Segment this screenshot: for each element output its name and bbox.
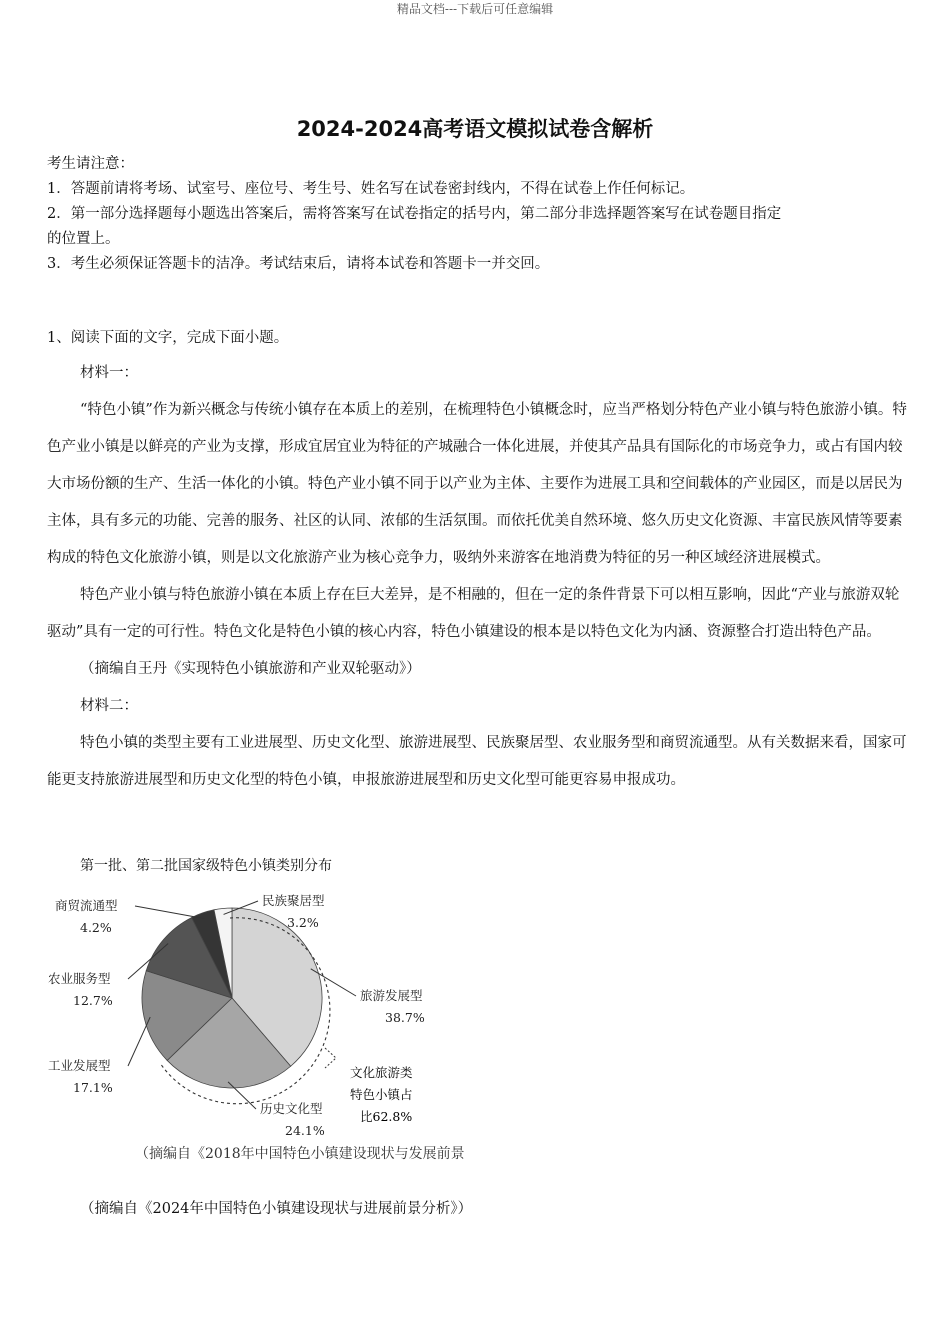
chart-source-caption: （摘编自《2018年中国特色小镇建设现状与发展前景 [135, 1146, 465, 1162]
material-two-label: 材料二： [80, 698, 138, 714]
pie-slice-name: 历史文化型 [260, 1101, 323, 1116]
page-header-note: 精品文档---下载后可任意编辑 [396, 2, 554, 16]
material-two-source: （摘编自《2024年中国特色小镇建设现状与进展前景分析》） [80, 1201, 473, 1217]
pie-slice-value: 3.2% [287, 915, 319, 930]
pie-slice-name: 农业服务型 [48, 971, 111, 986]
material-one-paragraph-2: 特色产业小镇与特色旅游小镇在本质上存在巨大差异，是不相融的，但在一定的条件背景下可以相互影响，因此“产业与旅游双轮驱动”具有一定的可行性。特色文化是特色小镇的核心内容，特色小镇建设的根本是以特色文化为内涵、资源整合打造出特色产品。 [47, 587, 900, 640]
exam-notice [47, 152, 907, 277]
annotation-line-3: 比62.8% [360, 1109, 413, 1124]
pie-slice-value: 24.1% [285, 1123, 325, 1138]
pie-leader-line [128, 1017, 150, 1066]
reading-passage [47, 355, 907, 799]
material-one-label: 材料一： [80, 365, 138, 381]
page-title: 2024-2024高考语文模拟试卷含解析 [296, 117, 654, 141]
pie-slice-name: 民族聚居型 [262, 893, 325, 908]
material-two-paragraph: 特色小镇的类型主要有工业进展型、历史文化型、旅游进展型、民族聚居型、农业服务型和商贸流通型。从有关数据来看，国家可能更支持旅游进展型和历史文化型的特色小镇，申报旅游进展型和历史文化型可能更容易申报成功。 [47, 735, 907, 788]
notice-item: 1．答题前请将考场、试室号、座位号、考生号、姓名写在试卷密封线内，不得在试卷上作任何标记。 [47, 181, 695, 197]
material-one-source: （摘编自王丹《实现特色小镇旅游和产业双轮驱动》） [80, 661, 421, 677]
notice-item: 3．考生必须保证答题卡的洁净。考试结束后，请将本试卷和答题卡一并交回。 [47, 256, 550, 272]
annotation-line-1: 文化旅游类 [350, 1065, 413, 1080]
notice-heading: 考生请注意： [47, 156, 134, 172]
pie-slice-value: 17.1% [73, 1080, 113, 1095]
pie-slice-value: 12.7% [73, 993, 113, 1008]
annotation-line-2: 特色小镇占 [350, 1087, 413, 1102]
notice-item: 2．第一部分选择题每小题选出答案后，需将答案写在试卷指定的括号内，第二部分非选择题答案写在试卷题目指定 [47, 206, 782, 222]
chart-caption: 第一批、第二批国家级特色小镇类别分布 [80, 858, 332, 874]
tourism-culture-arrow [325, 1048, 336, 1068]
notice-item: 的位置上。 [47, 231, 120, 247]
pie-slice-name: 旅游发展型 [360, 988, 423, 1003]
pie-leader-line [135, 906, 205, 919]
pie-slice-value: 4.2% [80, 920, 112, 935]
question-intro: 1、阅读下面的文字，完成下面小题。 [47, 330, 289, 346]
material-one-paragraph-1: “特色小镇”作为新兴概念与传统小镇存在本质上的差别，在梳理特色小镇概念时，应当严格划分特色产业小镇与特色旅游小镇。特色产业小镇是以鲜亮的产业为支撑，形成宜居宜业为特征的产城融合一体化进展，并使其产品具有国际化的市场竞争力，或占有国内较大市场份额的生产、生活一体化的小镇。特色产业小镇不同于以产业为主体、主要作为进展工具和空间载体的产业园区，而是以居民为主体，具有多元的功能、完善的服务、社区的认同、浓郁的生活氛围。而依托优美自然环境、悠久历史文化资源、丰富民族风情等要素构成的特色文化旅游小镇，则是以文化旅游产业为核心竞争力，吸纳外来游客在地消费为特征的另一种区域经济进展模式。 [47, 402, 907, 566]
pie-slice-name: 商贸流通型 [55, 898, 118, 913]
pie-slice-name: 工业发展型 [48, 1058, 111, 1073]
pie-slice-value: 38.7% [385, 1010, 425, 1025]
pie-chart [40, 880, 520, 1170]
